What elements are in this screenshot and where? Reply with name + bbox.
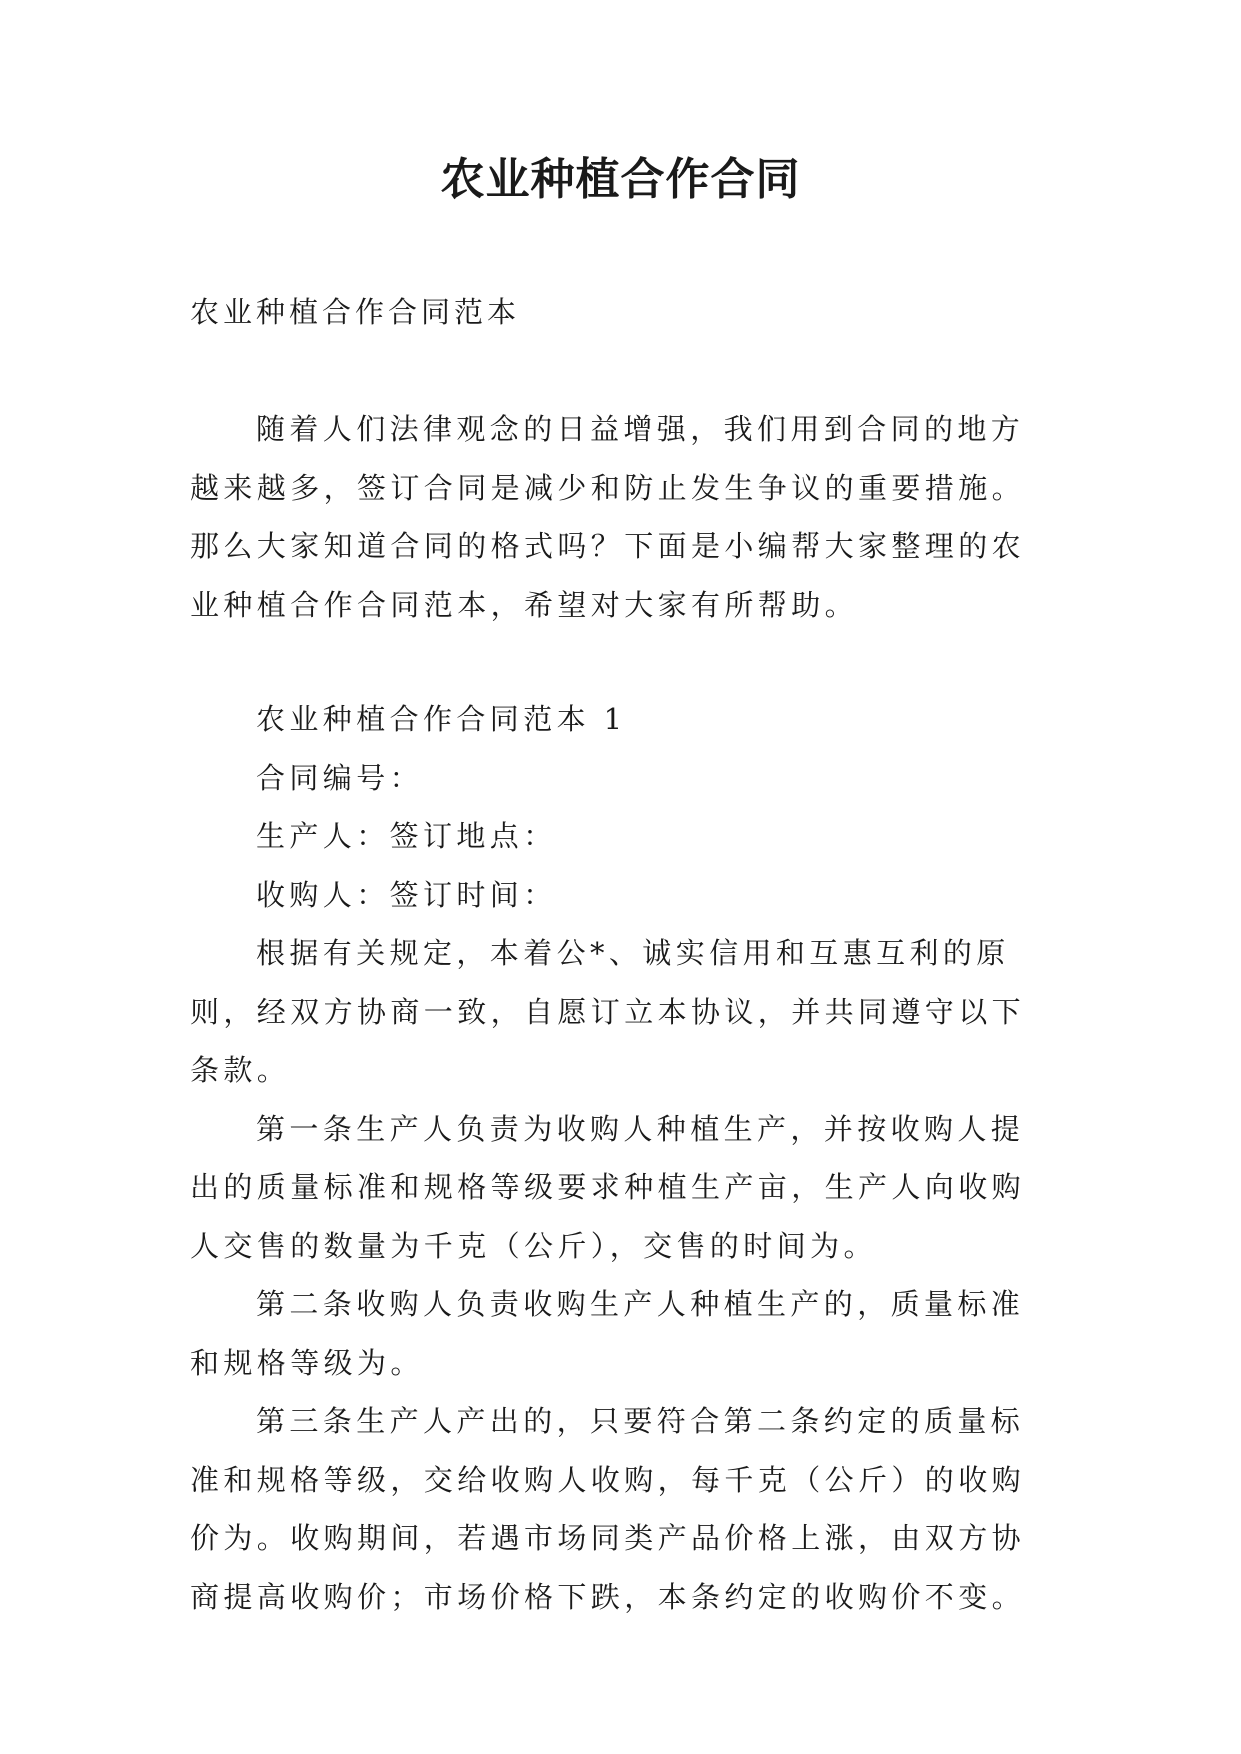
document-subtitle: 农业种植合作合同范本 (190, 295, 521, 329)
contract-section (190, 690, 1050, 1626)
intro-paragraph: 随着人们法律观念的日益增强，我们用到合同的地方越来越多，签订合同是减少和防止发生争议的重要措施。那么大家知道合同的格式吗？下面是小编帮大家整理的农业种植合作合同范本，希望对大家有所帮助。 (190, 412, 1026, 622)
document-title: 农业种植合作合同 (440, 154, 801, 205)
producer-line: 生产人：签订地点： (256, 819, 557, 853)
article-2: 第二条收购人负责收购生产人种植生产的，质量标准和规格等级为。 (190, 1287, 1025, 1380)
contract-heading: 农业种植合作合同范本 1 (256, 702, 627, 736)
article-1: 第一条生产人负责为收购人种植生产，并按收购人提出的质量标准和规格等级要求种植生产亩，生产人向收购人交售的数量为千克（公斤），交售的时间为。 (190, 1111, 1026, 1263)
article-3: 第三条生产人产出的，只要符合第二条约定的质量标准和规格等级，交给收购人收购，每千克（公斤）的收购价为。收购期间，若遇市场同类产品价格上涨，由双方协商提高收购价；市场价格下跌，本条约定的收购价不变。 (190, 1404, 1026, 1614)
contract-number-label: 合同编号： (256, 760, 424, 795)
buyer-line: 收购人：签订时间： (256, 877, 557, 912)
contract-preamble: 根据有关规定，本着公*、诚实信用和互惠互利的原则，经双方协商一致，自愿订立本协议，并共同遵守以下条款。 (190, 936, 1026, 1087)
